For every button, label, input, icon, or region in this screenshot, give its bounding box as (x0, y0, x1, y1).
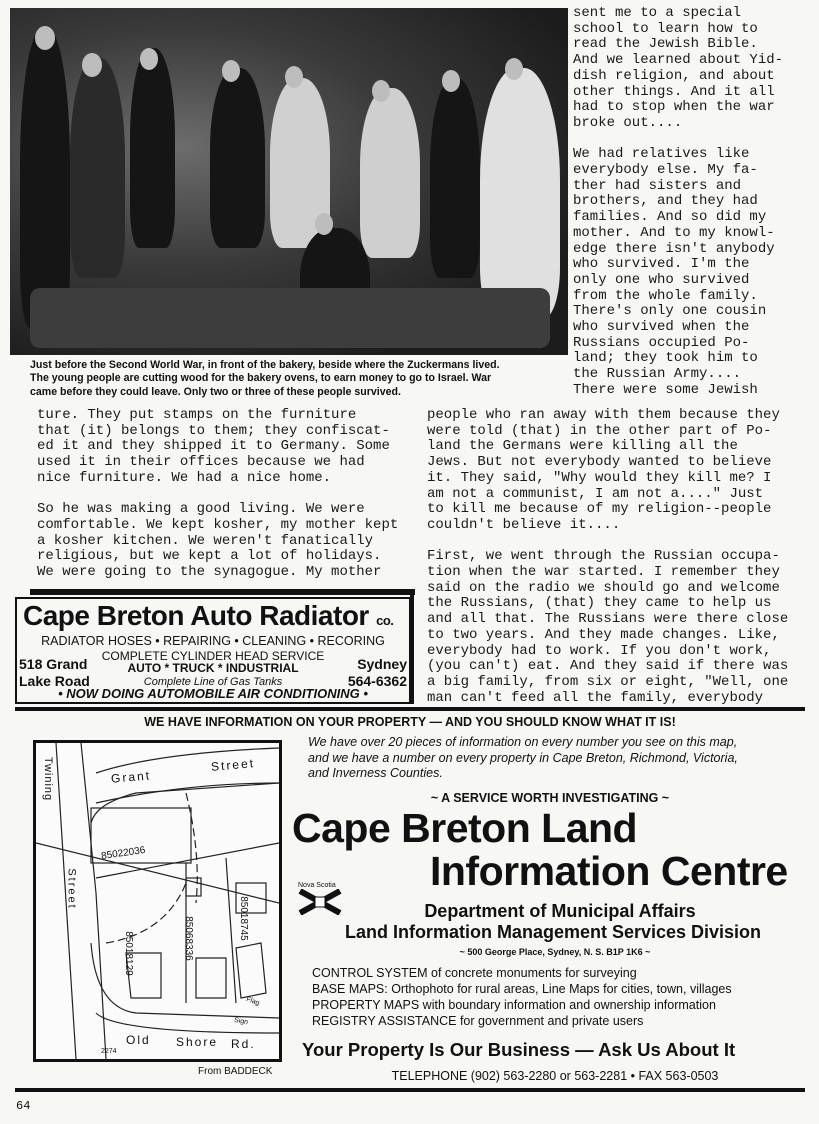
article-text-right-column: people who ran away with them because they were told (that) in the other part of Po- land the Germans were killing all the Jews. But not everybody wanted to believe it. They said, "Why would they kill me? I am not a communist, I am not a...." Just to kill me because of my religion--people couldn't believe it.... First, we went through the Russian occupa- tion when the war started. I remember they said on the radio we should go and welcome the Russians, (that) they came to help us and all that. The Russians were there close to two years. And they made changes. Like, everybody had to work. If you don't work, (you can't) eat. And they said if there was a big family, from six or eight, "Well, one man can't feed all the family, everybody (427, 407, 789, 706)
map-label-sign: Sign (233, 1016, 249, 1027)
service-item: PROPERTY MAPS with boundary information and ownership information (312, 998, 716, 1012)
photo-caption: Just before the Second World War, in front of the bakery, beside where the Zuckermans lived. The young people are cutting wood for the bakery ovens, to earn money to go to Israel. War came before they could leave. Only two or three of these people survived. (30, 359, 500, 398)
section-rule (15, 707, 805, 711)
land-ad-division: Land Information Management Services Division (344, 922, 762, 942)
street-label-street-2: Street (65, 868, 78, 910)
historical-photo (10, 8, 568, 355)
land-ad-title-line1: Cape Breton Land (292, 805, 638, 851)
parcel-number: 85018129 (122, 931, 134, 976)
parcel-number: 85022036 (100, 844, 147, 863)
street-label-street: Street (210, 756, 256, 774)
service-item: BASE MAPS: Orthophoto for rural areas, Line Maps for cities, town, villages (312, 982, 732, 996)
ad-head-service: COMPLETE CYLINDER HEAD SERVICE (101, 649, 325, 663)
land-ad-headline: WE HAVE INFORMATION ON YOUR PROPERTY — AND YOU SHOULD KNOW WHAT IT IS! (144, 715, 676, 729)
article-text-right-top: sent me to a special school to learn how to read the Jewish Bible. And we learned about Yid- dish religion, and about other things. And it all had to stop when the war broke out.... We had relatives like everybody else. My fa- ther had sisters and brothers, and they had families. And so did my mother. And to my knowl- edge there isn't anybody who survived. I'm the only one who survived from the whole family. There's only one cousin who survived when the Russians occupied Po- land; they took him to the Russian Army.... There were some Jewish (573, 5, 784, 398)
ad-air-conditioning: • NOW DOING AUTOMOBILE AIR CONDITIONING • (58, 686, 368, 701)
bottom-rule (15, 1088, 805, 1092)
ad-address: 518 Grand Lake Road (19, 656, 90, 689)
land-ad-services-list (312, 965, 732, 1029)
parcel-number: 85018745 (237, 896, 249, 941)
street-label-rd: Rd. (231, 1037, 256, 1051)
nova-scotia-logo: Nova Scotia (298, 882, 348, 920)
map-label-benchmark: 2274 (101, 1048, 117, 1055)
street-label-twining: Twining (42, 756, 55, 802)
ad-tanks: Complete Line of Gas Tanks (143, 676, 283, 688)
service-item: REGISTRY ASSISTANCE for government and private users (312, 1014, 644, 1028)
ad-services: RADIATOR HOSES • REPAIRING • CLEANING • RECORING (41, 634, 385, 648)
article-text-left-column: ture. They put stamps on the furniture that (it) belongs to them; they confiscat- ed it and they shipped it to Germany. Some used it in their offices because we had nice furniture. We had a nice home. So he was making a good living. We were comfortable. We kept kosher, my mother kept a kosher kitchen. We weren't fanatically religious, but we kept a lot of holidays. We were going to the synagogue. My mother (37, 407, 399, 581)
ad-business-name: Cape Breton Auto Radiator co. (23, 600, 394, 631)
auto-radiator-ad (15, 597, 411, 704)
map-label-flag: Flag (245, 995, 261, 1008)
street-label-grant: Grant (110, 768, 152, 786)
ad-top-rule (30, 589, 415, 595)
service-item: CONTROL SYSTEM of concrete monuments for surveying (312, 966, 637, 980)
street-label-old: Old (126, 1033, 151, 1047)
land-ad-intro: We have over 20 pieces of information on every number you see on this map, and we have a number on every property in Cape Breton, Richmond, Victoria, and Inverness Counties. (308, 735, 738, 780)
street-label-shore: Shore (176, 1035, 219, 1049)
land-ad-address: ~ 500 George Place, Sydney, N. S. B1P 1K6 ~ (459, 947, 651, 957)
land-ad-slogan: Your Property Is Our Business — Ask Us About It (302, 1039, 736, 1060)
land-ad-department: Department of Municipal Affairs (424, 901, 696, 921)
land-ad-title-line2: Information Centre (430, 848, 788, 894)
land-ad-tagline: ~ A SERVICE WORTH INVESTIGATING ~ (430, 791, 670, 805)
parcel-number: 85068336 (182, 916, 194, 961)
property-map (33, 740, 282, 1062)
map-caption: From BADDECK (198, 1066, 273, 1077)
ad-contact: Sydney 564-6362 (347, 656, 407, 689)
page-number: 64 (16, 1099, 31, 1113)
land-ad-telephone: TELEPHONE (902) 563-2280 or 563-2281 • FAX 563-0503 (391, 1069, 719, 1083)
ad-types: AUTO * TRUCK * INDUSTRIAL (127, 661, 299, 675)
